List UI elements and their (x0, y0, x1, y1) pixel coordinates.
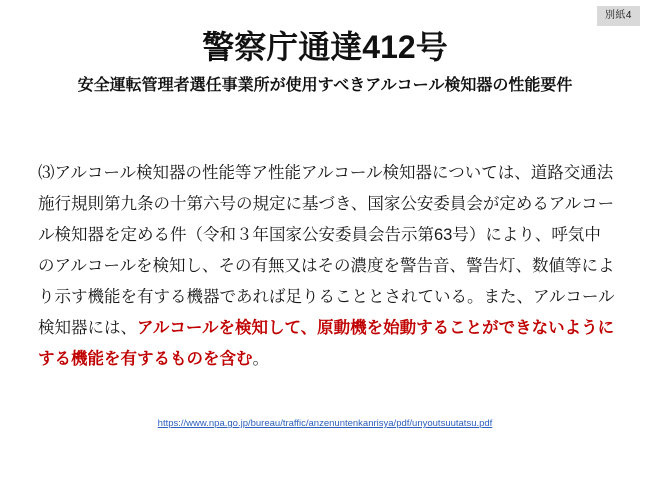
attachment-badge: 別紙4 (597, 6, 640, 26)
page-subtitle: 安全運転管理者選任事業所が使用すべきアルコール検知器の性能要件 (77, 77, 573, 94)
page-title: 警察庁通達412号 (202, 29, 448, 65)
body-paragraph (38, 158, 616, 375)
body-text-part-1: ⑶アルコール検知器の性能等ア性能アルコール検知器については、道路交通法施行規則第九条の十第六号の規定に基づき、国家公安委員会が定めるアルコール検知器を定める件（令和３年国家公安委員会告示第63号）により、呼気中のアルコールを検知し、その有無又はその濃度を警告音、警告灯、数値等により示す機能を有する機器であれば足りることとされている。また、アルコール検知器には、 (38, 164, 615, 337)
body-text-highlight: アルコールを検知して、原動機を始動することができないようにする機能を有するものを含む (38, 319, 615, 368)
source-url-link[interactable]: https://www.npa.go.jp/bureau/traffic/anzenuntenkanrisya/pdf/unyoutsuutatsu.pdf (157, 418, 493, 429)
body-text-part-2: 。 (252, 350, 269, 368)
